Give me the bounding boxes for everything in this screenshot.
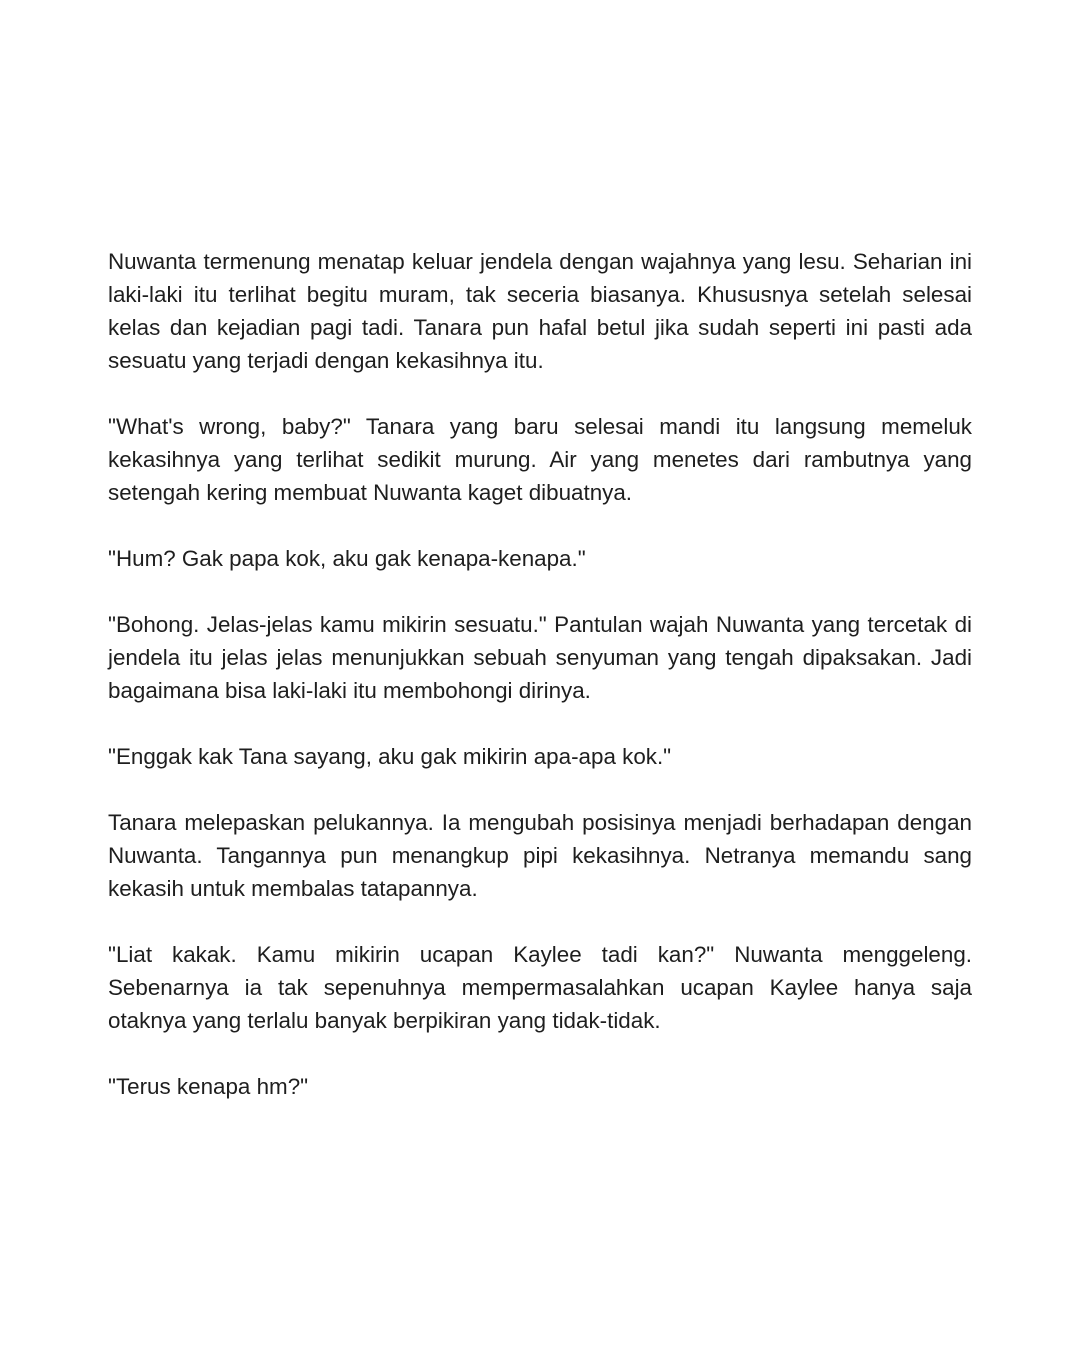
paragraph: "Hum? Gak papa kok, aku gak kenapa-kenapa." bbox=[108, 546, 586, 571]
paragraph: "Terus kenapa hm?" bbox=[108, 1074, 309, 1099]
paragraph: "Bohong. Jelas-jelas kamu mikirin sesuatu." Pantulan wajah Nuwanta yang tercetak di jendela itu jelas jelas menunjukkan sebuah senyuman yang tengah dipaksakan. Jadi bagaimana bisa laki-laki itu membohongi dirinya. bbox=[108, 612, 972, 703]
paragraph: "What's wrong, baby?" Tanara yang baru selesai mandi itu langsung memeluk kekasihnya yang terlihat sedikit murung. Air yang menetes dari rambutnya yang setengah kering membuat Nuwanta kaget dibuatnya. bbox=[108, 414, 972, 505]
paragraph: Tanara melepaskan pelukannya. Ia mengubah posisinya menjadi berhadapan dengan Nuwanta. Tangannya pun menangkup pipi kekasihnya. Netranya memandu sang kekasih untuk membalas tatapannya. bbox=[108, 810, 972, 901]
paragraph: "Enggak kak Tana sayang, aku gak mikirin apa-apa kok." bbox=[108, 744, 672, 769]
story-text bbox=[108, 245, 972, 1103]
paragraph: "Liat kakak. Kamu mikirin ucapan Kaylee tadi kan?" Nuwanta menggeleng. Sebenarnya ia tak sepenuhnya mempermasalahkan ucapan Kaylee hanya saja otaknya yang terlalu banyak berpikiran yang tidak-tidak. bbox=[108, 942, 972, 1033]
paragraph: Nuwanta termenung menatap keluar jendela dengan wajahnya yang lesu. Seharian ini laki-laki itu terlihat begitu muram, tak seceria biasanya. Khususnya setelah selesai kelas dan kejadian pagi tadi. Tanara pun hafal betul jika sudah seperti ini pasti ada sesuatu yang terjadi dengan kekasihnya itu. bbox=[108, 249, 972, 373]
